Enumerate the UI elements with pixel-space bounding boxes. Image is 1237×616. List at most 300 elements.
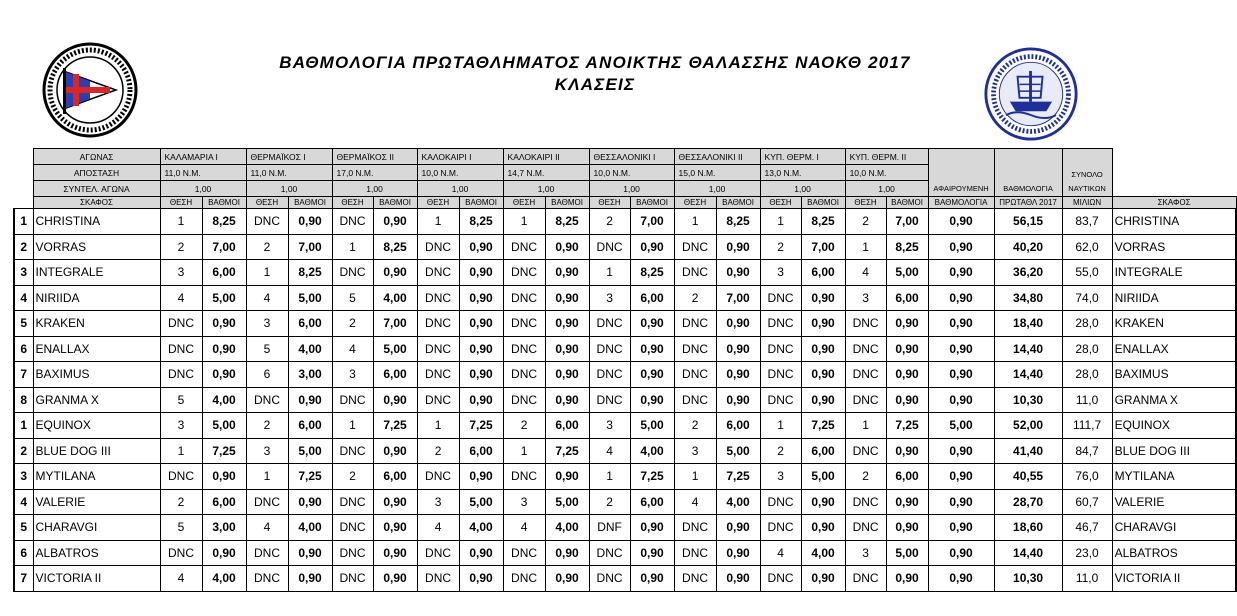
race-position: DNC xyxy=(503,285,545,311)
table-row xyxy=(14,209,1236,235)
table-row xyxy=(14,387,1236,413)
table-row xyxy=(14,362,1236,388)
race-position: 3 xyxy=(246,438,288,464)
table-row xyxy=(14,260,1236,286)
race-points: 6,00 xyxy=(545,413,589,439)
race-position: 2 xyxy=(332,464,373,490)
col-thesi: ΘΕΣΗ xyxy=(845,197,886,209)
race-distance: 11,0 N.M. xyxy=(160,165,246,181)
race-points: 0,90 xyxy=(801,489,845,515)
race-points: 7,00 xyxy=(288,234,332,260)
race-position: 1 xyxy=(246,260,288,286)
boat-name: MYTILANA xyxy=(33,464,160,490)
race-points: 5,00 xyxy=(288,285,332,311)
race-points: 6,00 xyxy=(630,285,674,311)
race-points: 0,90 xyxy=(545,234,589,260)
race-points: 5,00 xyxy=(288,438,332,464)
header-label-apostasi: ΑΠΟΣΤΑΣΗ xyxy=(33,165,160,181)
row-rank: 7 xyxy=(14,362,33,388)
race-coefficient: 1,00 xyxy=(417,181,503,197)
race-points: 0,90 xyxy=(288,566,332,592)
race-points: 7,00 xyxy=(202,234,246,260)
boat-name-right: ENALLAX xyxy=(1112,336,1236,362)
race-distance: 15,0 N.M. xyxy=(674,165,760,181)
table-row xyxy=(14,566,1236,592)
race-name: ΚΑΛΟΚΑΙΡΙ Ι xyxy=(417,149,503,165)
race-position: DNC xyxy=(417,362,459,388)
race-points: 6,00 xyxy=(801,438,845,464)
championship-total: 52,00 xyxy=(994,413,1062,439)
col-vathmoi: ΒΑΘΜΟΙ xyxy=(545,197,589,209)
row-rank: 6 xyxy=(14,540,33,566)
race-points: 0,90 xyxy=(202,540,246,566)
nautical-miles-total: 28,0 xyxy=(1062,362,1112,388)
row-rank: 4 xyxy=(14,489,33,515)
race-points: 4,00 xyxy=(202,566,246,592)
race-points: 5,00 xyxy=(716,438,760,464)
race-points: 5,00 xyxy=(801,464,845,490)
race-points: 0,90 xyxy=(886,336,928,362)
race-position: DNC xyxy=(674,387,716,413)
race-points: 0,90 xyxy=(630,540,674,566)
race-points: 0,90 xyxy=(459,234,503,260)
race-position: 4 xyxy=(246,285,288,311)
corner-blank xyxy=(14,149,33,165)
race-points: 5,00 xyxy=(202,413,246,439)
race-position: 3 xyxy=(589,413,630,439)
race-position: DNC xyxy=(417,387,459,413)
race-points: 0,90 xyxy=(545,464,589,490)
race-points: 0,90 xyxy=(886,362,928,388)
race-points: 0,90 xyxy=(801,311,845,337)
boat-name: BLUE DOG III xyxy=(33,438,160,464)
race-position: DNC xyxy=(674,515,716,541)
race-position: DNC xyxy=(160,464,202,490)
race-position: DNC xyxy=(417,234,459,260)
race-distance: 10,0 N.M. xyxy=(417,165,503,181)
championship-total: 56,15 xyxy=(994,209,1062,235)
race-coefficient: 1,00 xyxy=(589,181,674,197)
race-position: 2 xyxy=(160,234,202,260)
race-position: DNC xyxy=(674,362,716,388)
race-points: 0,90 xyxy=(459,311,503,337)
boat-name-right: NIRIIDA xyxy=(1112,285,1236,311)
row-rank: 5 xyxy=(14,515,33,541)
race-position: DNC xyxy=(417,336,459,362)
race-points: 0,90 xyxy=(801,387,845,413)
race-points: 4,00 xyxy=(288,336,332,362)
table-row xyxy=(14,489,1236,515)
race-points: 0,90 xyxy=(459,566,503,592)
deducted-points: 0,90 xyxy=(928,387,994,413)
race-coefficient: 1,00 xyxy=(160,181,246,197)
race-points: 0,90 xyxy=(288,540,332,566)
race-position: 3 xyxy=(160,260,202,286)
championship-total: 40,20 xyxy=(994,234,1062,260)
race-position: DNC xyxy=(332,209,373,235)
nautical-miles-total: 28,0 xyxy=(1062,336,1112,362)
boat-name-right: VALERIE xyxy=(1112,489,1236,515)
race-position: DNC xyxy=(503,336,545,362)
race-points: 3,00 xyxy=(288,362,332,388)
race-points: 0,90 xyxy=(886,311,928,337)
summary-header-label: ΝΑΥΤΙΚΩΝ xyxy=(1068,184,1106,193)
race-points: 0,90 xyxy=(545,336,589,362)
deducted-points: 0,90 xyxy=(928,285,994,311)
race-points: 0,90 xyxy=(630,336,674,362)
race-points: 7,00 xyxy=(373,311,417,337)
table-row xyxy=(14,413,1236,439)
race-position: DNC xyxy=(674,311,716,337)
boat-name-right: GRANMA X xyxy=(1112,387,1236,413)
table-row xyxy=(14,515,1236,541)
race-distance: 11,0 N.M. xyxy=(246,165,332,181)
race-position: DNC xyxy=(503,362,545,388)
race-points: 0,90 xyxy=(459,336,503,362)
race-position: DNC xyxy=(332,566,373,592)
championship-total: 28,70 xyxy=(994,489,1062,515)
race-position: 2 xyxy=(503,413,545,439)
race-points: 6,00 xyxy=(288,311,332,337)
race-points: 3,00 xyxy=(202,515,246,541)
col-vathmoi: ΒΑΘΜΟΙ xyxy=(459,197,503,209)
col-thesi: ΘΕΣΗ xyxy=(589,197,630,209)
race-points: 0,90 xyxy=(716,362,760,388)
race-points: 7,00 xyxy=(716,285,760,311)
race-points: 8,25 xyxy=(716,209,760,235)
boat-name: ALBATROS xyxy=(33,540,160,566)
col-vathmoi: ΒΑΘΜΟΙ xyxy=(716,197,760,209)
race-points: 4,00 xyxy=(202,387,246,413)
race-position: DNC xyxy=(503,566,545,592)
nautical-miles-total: 55,0 xyxy=(1062,260,1112,286)
race-position: 5 xyxy=(160,515,202,541)
race-position: 1 xyxy=(160,209,202,235)
race-position: 4 xyxy=(332,336,373,362)
race-position: 3 xyxy=(845,285,886,311)
row-rank: 1 xyxy=(14,209,33,235)
race-points: 7,25 xyxy=(716,464,760,490)
nautical-miles-total: 28,0 xyxy=(1062,311,1112,337)
table-row xyxy=(14,336,1236,362)
race-points: 0,90 xyxy=(630,515,674,541)
race-name: ΘΕΣΣΑΛΟΝΙΚΙ Ι xyxy=(589,149,674,165)
deducted-points: 0,90 xyxy=(928,464,994,490)
summary-header-label: ΑΦΑΙΡΟΥΜΕΝΗ xyxy=(933,184,989,193)
race-points: 0,90 xyxy=(288,489,332,515)
race-position: DNC xyxy=(160,540,202,566)
race-points: 4,00 xyxy=(545,515,589,541)
boat-name: CHARAVGI xyxy=(33,515,160,541)
race-points: 0,90 xyxy=(716,515,760,541)
race-points: 0,90 xyxy=(459,362,503,388)
race-position: 3 xyxy=(760,464,801,490)
race-position: 4 xyxy=(674,489,716,515)
race-position: 6 xyxy=(246,362,288,388)
boat-name-right: BLUE DOG III xyxy=(1112,438,1236,464)
nautical-miles-total: 74,0 xyxy=(1062,285,1112,311)
race-points: 0,90 xyxy=(716,260,760,286)
race-position: DNF xyxy=(589,515,630,541)
race-position: 5 xyxy=(332,285,373,311)
deducted-points: 0,90 xyxy=(928,438,994,464)
race-points: 6,00 xyxy=(801,260,845,286)
championship-total: 34,80 xyxy=(994,285,1062,311)
nautical-miles-total: 111,7 xyxy=(1062,413,1112,439)
race-position: DNC xyxy=(417,566,459,592)
race-position: DNC xyxy=(160,311,202,337)
deducted-points: 0,90 xyxy=(928,234,994,260)
race-points: 0,90 xyxy=(459,260,503,286)
table-row xyxy=(14,234,1236,260)
race-points: 8,25 xyxy=(373,234,417,260)
boat-name-right: MYTILANA xyxy=(1112,464,1236,490)
race-position: 1 xyxy=(589,464,630,490)
right-header-blank xyxy=(1112,149,1236,197)
race-position: 1 xyxy=(760,209,801,235)
race-position: 4 xyxy=(503,515,545,541)
deducted-points: 5,00 xyxy=(928,413,994,439)
nautical-miles-total: 83,7 xyxy=(1062,209,1112,235)
col-thesi: ΘΕΣΗ xyxy=(417,197,459,209)
race-position: DNC xyxy=(760,489,801,515)
race-points: 0,90 xyxy=(630,311,674,337)
header-label-agonas: ΑΓΩΝΑΣ xyxy=(33,149,160,165)
race-points: 0,90 xyxy=(801,362,845,388)
row-rank: 4 xyxy=(14,285,33,311)
col-vathmoi: ΒΑΘΜΟΙ xyxy=(630,197,674,209)
race-position: 2 xyxy=(845,464,886,490)
championship-total: 18,40 xyxy=(994,311,1062,337)
nautical-miles-total: 23,0 xyxy=(1062,540,1112,566)
race-position: DNC xyxy=(589,311,630,337)
race-points: 4,00 xyxy=(801,540,845,566)
race-position: 4 xyxy=(160,566,202,592)
race-points: 0,90 xyxy=(545,311,589,337)
race-position: DNC xyxy=(246,209,288,235)
deducted-points: 0,90 xyxy=(928,515,994,541)
race-position: DNC xyxy=(845,566,886,592)
race-position: DNC xyxy=(760,566,801,592)
championship-total: 14,40 xyxy=(994,336,1062,362)
race-position: 2 xyxy=(760,234,801,260)
race-name: ΘΕΣΣΑΛΟΝΙΚΙ ΙΙ xyxy=(674,149,760,165)
race-name: ΚΥΠ. ΘΕΡΜ. ΙΙ xyxy=(845,149,928,165)
race-position: DNC xyxy=(417,540,459,566)
race-points: 0,90 xyxy=(202,362,246,388)
race-position: 1 xyxy=(674,464,716,490)
race-points: 0,90 xyxy=(886,438,928,464)
race-position: DNC xyxy=(332,489,373,515)
race-points: 5,00 xyxy=(545,489,589,515)
col-milion: ΜΙΛΙΩΝ xyxy=(1062,197,1112,209)
race-points: 7,25 xyxy=(630,464,674,490)
race-position: 2 xyxy=(674,413,716,439)
results-table xyxy=(13,148,1237,592)
race-position: DNC xyxy=(589,387,630,413)
race-points: 4,00 xyxy=(630,438,674,464)
col-thesi: ΘΕΣΗ xyxy=(332,197,373,209)
race-position: DNC xyxy=(845,311,886,337)
race-points: 7,25 xyxy=(801,413,845,439)
deducted-points: 0,90 xyxy=(928,311,994,337)
race-points: 0,90 xyxy=(716,234,760,260)
race-points: 0,90 xyxy=(716,387,760,413)
race-position: DNC xyxy=(246,387,288,413)
corner-blank xyxy=(14,165,33,181)
race-points: 0,90 xyxy=(801,336,845,362)
nautical-miles-total: 46,7 xyxy=(1062,515,1112,541)
deducted-points: 0,90 xyxy=(928,540,994,566)
race-position: DNC xyxy=(674,540,716,566)
race-position: DNC xyxy=(332,540,373,566)
race-distance: 17,0 N.M. xyxy=(332,165,417,181)
race-position: DNC xyxy=(246,566,288,592)
race-points: 0,90 xyxy=(801,285,845,311)
boat-name-right: VICTORIA II xyxy=(1112,566,1236,592)
race-points: 8,25 xyxy=(630,260,674,286)
race-points: 0,90 xyxy=(886,387,928,413)
race-name: ΘΕΡΜΑΪΚΟΣ Ι xyxy=(246,149,332,165)
race-points: 0,90 xyxy=(801,566,845,592)
race-position: 5 xyxy=(160,387,202,413)
race-position: 2 xyxy=(332,311,373,337)
ship-emblem-logo xyxy=(983,46,1079,142)
race-position: DNC xyxy=(332,387,373,413)
race-name: ΚΑΛΟΚΑΙΡΙ ΙΙ xyxy=(503,149,589,165)
race-position: 1 xyxy=(503,209,545,235)
race-points: 8,25 xyxy=(288,260,332,286)
race-points: 0,90 xyxy=(801,515,845,541)
race-position: 2 xyxy=(246,234,288,260)
boat-name-right: ALBATROS xyxy=(1112,540,1236,566)
championship-total: 36,20 xyxy=(994,260,1062,286)
race-coefficient: 1,00 xyxy=(845,181,928,197)
race-points: 6,00 xyxy=(886,464,928,490)
race-points: 0,90 xyxy=(373,566,417,592)
race-position: 1 xyxy=(332,234,373,260)
race-position: DNC xyxy=(760,285,801,311)
race-position: 1 xyxy=(760,413,801,439)
race-position: DNC xyxy=(760,311,801,337)
race-points: 5,00 xyxy=(373,336,417,362)
race-points: 4,00 xyxy=(373,285,417,311)
boat-name-right: INTEGRALE xyxy=(1112,260,1236,286)
race-position: DNC xyxy=(760,387,801,413)
row-rank: 3 xyxy=(14,464,33,490)
col-vathmoi: ΒΑΘΜΟΙ xyxy=(288,197,332,209)
race-points: 7,00 xyxy=(801,234,845,260)
boat-name-right: CHARAVGI xyxy=(1112,515,1236,541)
race-points: 7,00 xyxy=(630,209,674,235)
nautical-miles-total: 62,0 xyxy=(1062,234,1112,260)
race-points: 0,90 xyxy=(545,285,589,311)
race-points: 0,90 xyxy=(459,464,503,490)
col-thesi: ΘΕΣΗ xyxy=(674,197,716,209)
row-rank: 2 xyxy=(14,234,33,260)
col-afairoumeni-vathmologia: ΒΑΘΜΟΛΟΓΙΑ xyxy=(928,197,994,209)
nautical-miles-total: 60,7 xyxy=(1062,489,1112,515)
boat-name: CHRISTINA xyxy=(33,209,160,235)
race-position: 2 xyxy=(589,209,630,235)
race-points: 5,00 xyxy=(459,489,503,515)
race-points: 5,00 xyxy=(202,285,246,311)
race-points: 7,25 xyxy=(288,464,332,490)
row-rank: 3 xyxy=(14,260,33,286)
race-position: 3 xyxy=(674,438,716,464)
race-position: 4 xyxy=(845,260,886,286)
summary-header-label: ΣΥΝΟΛΟ xyxy=(1071,170,1103,179)
race-position: DNC xyxy=(160,336,202,362)
race-points: 6,00 xyxy=(886,285,928,311)
race-points: 0,90 xyxy=(630,234,674,260)
race-position: DNC xyxy=(417,285,459,311)
race-points: 7,25 xyxy=(545,438,589,464)
summary-header-blank xyxy=(928,149,994,197)
race-points: 6,00 xyxy=(459,438,503,464)
race-position: DNC xyxy=(760,362,801,388)
race-position: 1 xyxy=(417,209,459,235)
race-position: DNC xyxy=(845,362,886,388)
race-points: 0,90 xyxy=(545,260,589,286)
championship-total: 14,40 xyxy=(994,362,1062,388)
table-row xyxy=(14,285,1236,311)
race-position: 3 xyxy=(332,362,373,388)
race-points: 0,90 xyxy=(459,285,503,311)
championship-total: 41,40 xyxy=(994,438,1062,464)
championship-total: 14,40 xyxy=(994,540,1062,566)
championship-total: 18,60 xyxy=(994,515,1062,541)
race-position: 2 xyxy=(674,285,716,311)
race-position: DNC xyxy=(674,566,716,592)
race-position: 1 xyxy=(503,438,545,464)
col-thesi: ΘΕΣΗ xyxy=(503,197,545,209)
race-points: 5,00 xyxy=(886,540,928,566)
race-position: DNC xyxy=(417,464,459,490)
race-points: 0,90 xyxy=(202,311,246,337)
race-points: 0,90 xyxy=(545,387,589,413)
race-position: DNC xyxy=(332,438,373,464)
race-coefficient: 1,00 xyxy=(332,181,417,197)
race-points: 0,90 xyxy=(288,209,332,235)
race-position: 2 xyxy=(417,438,459,464)
race-position: 3 xyxy=(760,260,801,286)
race-points: 0,90 xyxy=(373,209,417,235)
deducted-points: 0,90 xyxy=(928,566,994,592)
race-position: 2 xyxy=(246,413,288,439)
race-position: 1 xyxy=(845,234,886,260)
race-coefficient: 1,00 xyxy=(674,181,760,197)
race-distance: 10,0 N.M. xyxy=(845,165,928,181)
race-distance: 14,7 N.M. xyxy=(503,165,589,181)
race-points: 7,25 xyxy=(459,413,503,439)
race-position: DNC xyxy=(589,540,630,566)
summary-header-blank xyxy=(994,149,1062,197)
race-position: DNC xyxy=(674,336,716,362)
race-points: 7,00 xyxy=(886,209,928,235)
race-points: 5,00 xyxy=(630,413,674,439)
race-position: 3 xyxy=(589,285,630,311)
race-coefficient: 1,00 xyxy=(503,181,589,197)
race-points: 7,25 xyxy=(373,413,417,439)
deducted-points: 0,90 xyxy=(928,209,994,235)
boat-name: BAXIMUS xyxy=(33,362,160,388)
race-position: 3 xyxy=(246,311,288,337)
race-points: 6,00 xyxy=(373,362,417,388)
race-points: 0,90 xyxy=(630,362,674,388)
race-position: 1 xyxy=(417,413,459,439)
race-points: 8,25 xyxy=(459,209,503,235)
